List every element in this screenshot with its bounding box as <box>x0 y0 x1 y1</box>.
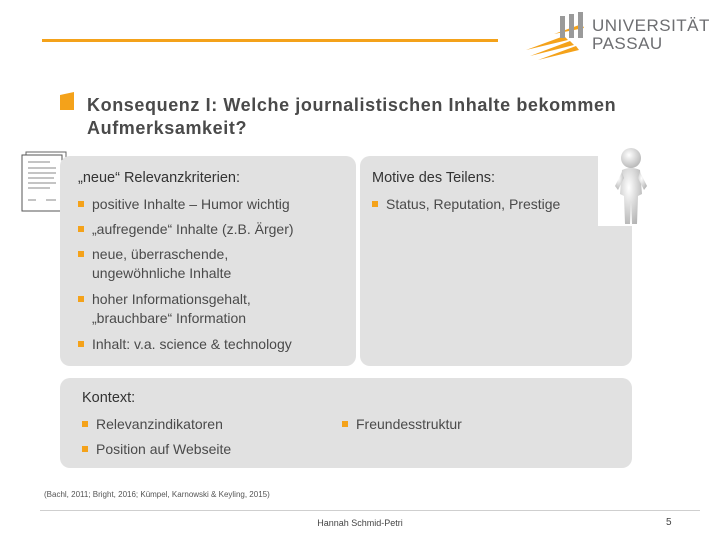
left-panel-heading: „neue“ Relevanzkriterien: <box>78 170 240 186</box>
left-list-item: Inhalt: v.a. science & technology <box>78 335 362 354</box>
header-accent-line <box>42 39 498 42</box>
context-list-item: Relevanzindikatoren <box>82 415 316 434</box>
left-list-item: hoher Informationsgehalt, „brauchbare“ Information <box>78 290 302 328</box>
university-logo-text <box>592 17 710 53</box>
citation: (Bachl, 2011; Bright, 2016; Kümpel, Karnowski & Keyling, 2015) <box>44 490 270 499</box>
context-heading: Kontext: <box>82 390 136 406</box>
logo-line-1: UNIVERSITÄT <box>592 16 710 35</box>
left-list-item: positive Inhalte – Humor wichtig <box>78 195 362 214</box>
footer-author: Hannah Schmid-Petri <box>317 518 403 528</box>
left-list-item: neue, überraschende, ungewöhnliche Inhalte <box>78 245 292 283</box>
slide-title: Konsequenz I: Welche journalistischen Inhalte bekommen Aufmerksamkeit? <box>87 95 617 138</box>
context-list-item: Freundesstruktur <box>342 415 556 434</box>
left-list-item: „aufregende“ Inhalte (z.B. Ärger) <box>78 220 362 239</box>
logo-line-2: PASSAU <box>592 34 663 53</box>
page-number: 5 <box>666 517 672 528</box>
footer-divider <box>40 510 700 511</box>
person-figure-icon <box>612 146 650 226</box>
context-list-item: Position auf Webseite <box>82 440 316 459</box>
title-bullet-icon <box>60 92 74 110</box>
sharing-motives-panel <box>360 156 632 366</box>
right-list-item: Status, Reputation, Prestige <box>372 195 616 214</box>
right-panel-heading: Motive des Teilens: <box>372 170 496 186</box>
